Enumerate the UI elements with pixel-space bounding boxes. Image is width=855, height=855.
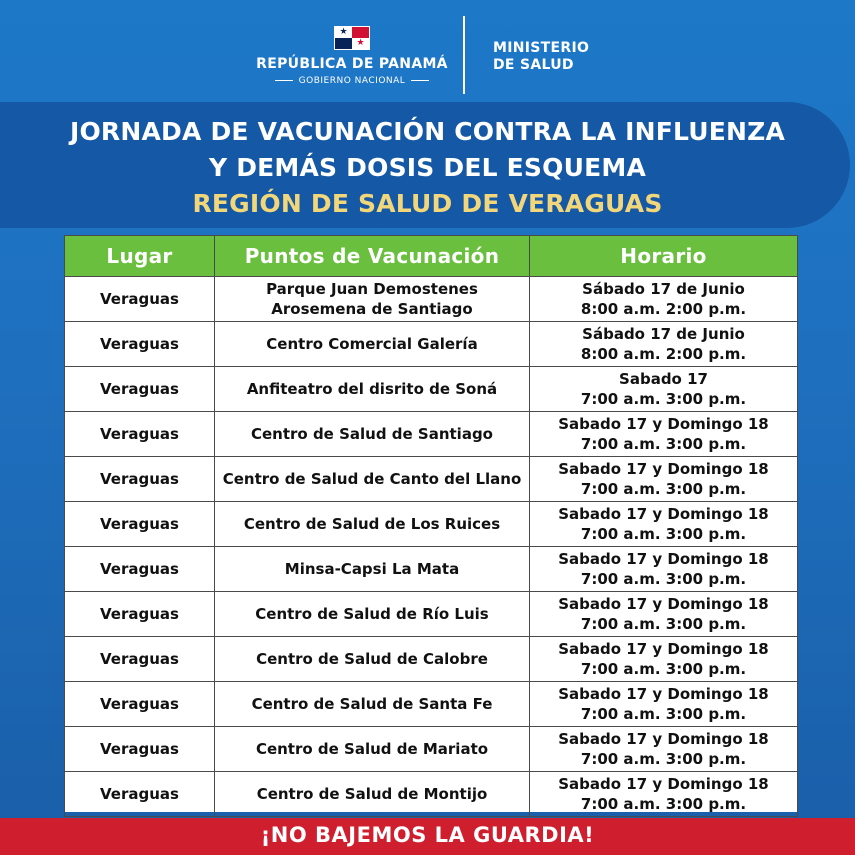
cell-horario-text: Sabado 17 y Domingo 18: [558, 550, 769, 568]
header-puntos: Puntos de Vacunación: [215, 236, 530, 277]
schedule-table: [64, 235, 797, 812]
cell-punto: [215, 682, 530, 727]
cell-horario: [530, 502, 798, 547]
cell-punto: [215, 772, 530, 817]
cell-lugar: [65, 322, 215, 367]
cell-punto-text: Centro de Salud de Los Ruices: [243, 515, 501, 533]
cell-punto: [215, 637, 530, 682]
cell-horario-text: Sabado 17 y Domingo 18: [558, 505, 769, 523]
cell-punto: [215, 457, 530, 502]
cell-lugar: [65, 637, 215, 682]
cell-horario: [530, 772, 798, 817]
cell-punto-text: Centro de Salud de Canto del Llano: [222, 470, 522, 488]
table-row: [65, 637, 798, 682]
cell-punto: [215, 727, 530, 772]
cell-punto: [215, 322, 530, 367]
cell-horario: [530, 592, 798, 637]
cell-punto: [215, 592, 530, 637]
footer-slogan: ¡NO BAJEMOS LA GUARDIA!: [0, 818, 855, 855]
header-divider: [463, 16, 465, 94]
table-row: [65, 502, 798, 547]
cell-punto-text: Centro Comercial Galería: [266, 335, 478, 353]
table-row: [65, 727, 798, 772]
table-row: [65, 592, 798, 637]
ministry-line-2: DE SALUD: [493, 57, 574, 73]
cell-lugar: [65, 277, 215, 322]
cell-horario: [530, 682, 798, 727]
table-row: [65, 367, 798, 412]
table-row: [65, 457, 798, 502]
cell-punto-text: Centro de Salud de Santa Fe: [251, 695, 493, 713]
cell-horario-text: 7:00 a.m. 3:00 p.m.: [580, 390, 747, 408]
cell-horario: [530, 457, 798, 502]
cell-lugar: [65, 457, 215, 502]
ministry-line-1: MINISTERIO: [493, 40, 590, 56]
cell-punto: [215, 367, 530, 412]
cell-lugar-text: Veraguas: [100, 785, 179, 803]
cell-punto-text: Minsa-Capsi La Mata: [284, 560, 460, 578]
cell-lugar-text: Veraguas: [100, 515, 179, 533]
cell-horario-text: 7:00 a.m. 3:00 p.m.: [580, 480, 747, 498]
header-lugar: Lugar: [65, 236, 215, 277]
cell-horario-text: 7:00 a.m. 3:00 p.m.: [580, 795, 747, 813]
cell-punto-text: Parque Juan Demostenes: [266, 280, 478, 298]
cell-lugar-text: Veraguas: [100, 335, 179, 353]
table-row: [65, 547, 798, 592]
cell-lugar: [65, 727, 215, 772]
cell-horario: [530, 637, 798, 682]
cell-punto-text: Anfiteatro del disrito de Soná: [246, 380, 498, 398]
cell-lugar-text: Veraguas: [100, 740, 179, 758]
cell-lugar-text: Veraguas: [100, 560, 179, 578]
cell-horario: [530, 277, 798, 322]
cell-horario: [530, 547, 798, 592]
cell-horario-text: Sabado 17: [619, 370, 708, 388]
page-title: [0, 114, 855, 222]
ministry-name: [493, 40, 589, 74]
cell-punto: [215, 412, 530, 457]
cell-punto: [215, 277, 530, 322]
table-row: [65, 772, 798, 817]
cell-horario-text: Sabado 17 y Domingo 18: [558, 730, 769, 748]
cell-punto: [215, 547, 530, 592]
cell-lugar-text: Veraguas: [100, 470, 179, 488]
cell-horario-text: 7:00 a.m. 3:00 p.m.: [580, 660, 747, 678]
table-row: [65, 412, 798, 457]
cell-lugar-text: Veraguas: [100, 290, 179, 308]
cell-horario-text: 7:00 a.m. 3:00 p.m.: [580, 525, 747, 543]
cell-lugar-text: Veraguas: [100, 650, 179, 668]
cell-horario-text: Sábado 17 de Junio: [582, 325, 745, 343]
panama-flag-icon: ★ ★: [334, 26, 370, 50]
cell-horario-text: Sabado 17 y Domingo 18: [558, 685, 769, 703]
cell-horario-text: Sabado 17 y Domingo 18: [558, 415, 769, 433]
table-row: [65, 322, 798, 367]
cell-lugar-text: Veraguas: [100, 425, 179, 443]
cell-punto-text: Centro de Salud de Santiago: [250, 425, 493, 443]
government-label: GOBIERNO NACIONAL: [298, 76, 406, 86]
cell-horario-text: 7:00 a.m. 3:00 p.m.: [580, 705, 747, 723]
title-region: REGIÓN DE SALUD DE VERAGUAS: [192, 189, 663, 218]
cell-horario: [530, 412, 798, 457]
cell-horario-text: 7:00 a.m. 3:00 p.m.: [580, 750, 747, 768]
cell-horario-text: Sabado 17 y Domingo 18: [558, 775, 769, 793]
table-header-row: [65, 236, 798, 277]
header-horario: Horario: [530, 236, 798, 277]
government-name: [252, 76, 452, 86]
cell-horario-text: Sabado 17 y Domingo 18: [558, 460, 769, 478]
title-line-2: Y DEMÁS DOSIS DEL ESQUEMA: [209, 153, 646, 182]
cell-horario: [530, 727, 798, 772]
cell-horario-text: Sabado 17 y Domingo 18: [558, 640, 769, 658]
cell-horario-text: 7:00 a.m. 3:00 p.m.: [580, 615, 747, 633]
cell-lugar: [65, 502, 215, 547]
cell-lugar-text: Veraguas: [100, 605, 179, 623]
cell-horario-text: 7:00 a.m. 3:00 p.m.: [580, 435, 747, 453]
cell-horario: [530, 367, 798, 412]
cell-lugar: [65, 547, 215, 592]
cell-lugar-text: Veraguas: [100, 380, 179, 398]
header: [0, 0, 855, 100]
table-row: [65, 682, 798, 727]
cell-lugar: [65, 772, 215, 817]
cell-horario: [530, 322, 798, 367]
title-line-1: JORNADA DE VACUNACIÓN CONTRA LA INFLUENZA: [69, 117, 786, 146]
cell-punto: [215, 502, 530, 547]
cell-horario-text: 7:00 a.m. 3:00 p.m.: [580, 570, 747, 588]
cell-punto-text: Centro de Salud de Río Luis: [255, 605, 489, 623]
cell-horario-text: Sabado 17 y Domingo 18: [558, 595, 769, 613]
cell-lugar: [65, 412, 215, 457]
cell-horario-text: 8:00 a.m. 2:00 p.m.: [580, 300, 747, 318]
cell-punto-text: Arosemena de Santiago: [271, 300, 473, 318]
cell-lugar: [65, 682, 215, 727]
cell-horario-text: Sábado 17 de Junio: [582, 280, 745, 298]
table-row: [65, 277, 798, 322]
cell-lugar: [65, 367, 215, 412]
republic-name: REPÚBLICA DE PANAMÁ: [256, 56, 448, 72]
cell-lugar: [65, 592, 215, 637]
cell-punto-text: Centro de Salud de Montijo: [256, 785, 488, 803]
cell-punto-text: Centro de Salud de Mariato: [255, 740, 489, 758]
cell-lugar-text: Veraguas: [100, 695, 179, 713]
cell-horario-text: 8:00 a.m. 2:00 p.m.: [580, 345, 747, 363]
cell-punto-text: Centro de Salud de Calobre: [256, 650, 488, 668]
